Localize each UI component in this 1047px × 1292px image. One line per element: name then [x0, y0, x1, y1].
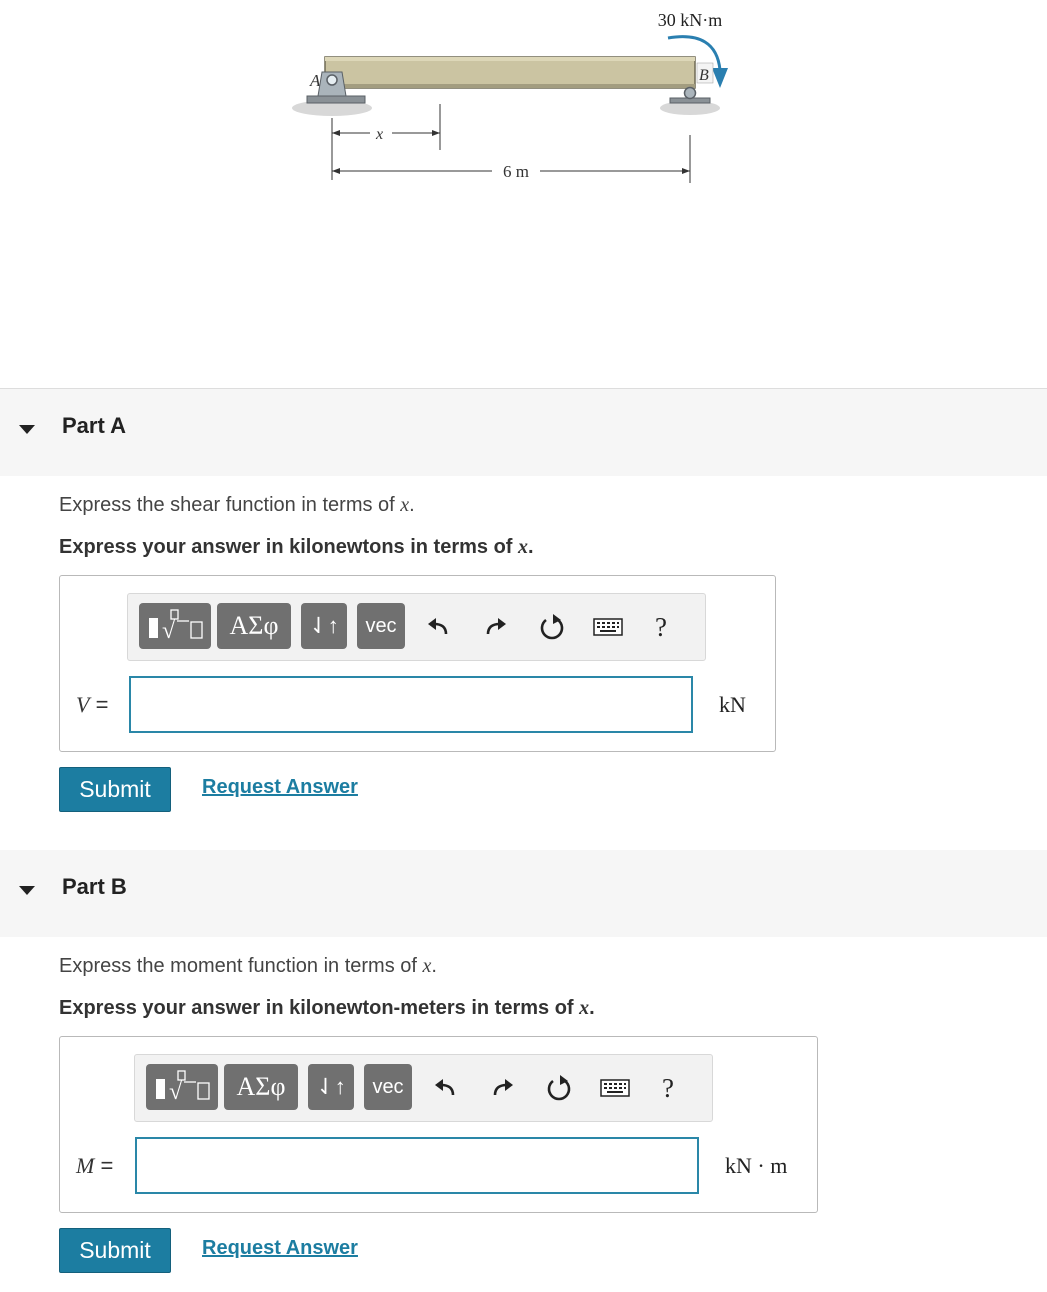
- caret-down-icon[interactable]: [19, 886, 35, 895]
- part-b-title: Part B: [62, 874, 127, 899]
- subscript-icon[interactable]: ⇃↑: [301, 603, 347, 649]
- svg-text:√: √: [162, 618, 176, 644]
- part-a-submit-button[interactable]: Submit: [59, 767, 171, 812]
- subscript-icon[interactable]: ⇃↑: [308, 1064, 354, 1110]
- part-b-answer-input[interactable]: [135, 1137, 699, 1194]
- part-a-instruction: Express your answer in kilonewtons in terms of x.: [59, 536, 534, 558]
- templates-icon[interactable]: [146, 1064, 218, 1110]
- greek-icon[interactable]: ΑΣφ: [217, 603, 291, 649]
- beam-figure: [0, 0, 1047, 388]
- part-a-answer-box: [59, 575, 776, 752]
- part-b-eq-var: M: [76, 1153, 95, 1178]
- templates-icon[interactable]: [139, 603, 211, 649]
- svg-text:√: √: [169, 1079, 183, 1105]
- vec-icon[interactable]: vec: [357, 603, 405, 649]
- part-b-header[interactable]: [0, 850, 1047, 937]
- help-icon[interactable]: ?: [655, 611, 667, 642]
- roller-support-b: [660, 88, 720, 116]
- redo-icon[interactable]: [480, 612, 512, 642]
- part-a-math-toolbar: [127, 593, 706, 661]
- part-b-prompt-text: Express the moment function in terms of: [59, 955, 417, 977]
- span-label: 6 m: [503, 162, 529, 181]
- greek-icon[interactable]: ΑΣφ: [224, 1064, 298, 1110]
- part-b-instruction-text: Express your answer in kilonewton-meters in terms of: [59, 997, 574, 1019]
- label-a: A: [310, 71, 321, 90]
- part-b-request-answer-link[interactable]: Request Answer: [202, 1237, 358, 1259]
- part-b-unit: kN · m: [725, 1153, 788, 1178]
- part-b-eq-label: [76, 1153, 113, 1179]
- part-a-title: Part A: [62, 413, 126, 438]
- part-a-answer-input[interactable]: [129, 676, 693, 733]
- part-b-instruction-var: x: [579, 997, 590, 1019]
- redo-icon[interactable]: [487, 1073, 519, 1103]
- part-a-prompt-var: x: [400, 494, 410, 516]
- part-a-prompt: Express the shear function in terms of x.: [59, 494, 415, 516]
- reset-icon[interactable]: [543, 1073, 575, 1103]
- caret-down-icon[interactable]: [19, 425, 35, 434]
- undo-icon[interactable]: [422, 612, 454, 642]
- label-x: x: [376, 126, 384, 143]
- part-a-eq-label: [76, 692, 108, 718]
- undo-icon[interactable]: [429, 1073, 461, 1103]
- part-b-eq-sign: =: [100, 1153, 114, 1178]
- label-b: B: [699, 67, 709, 84]
- help-icon[interactable]: ?: [662, 1072, 674, 1103]
- part-b-answer-box: [59, 1036, 818, 1213]
- part-b-prompt-var: x: [422, 955, 432, 977]
- part-b-instruction: Express your answer in kilonewton-meters in terms of x.: [59, 997, 595, 1019]
- keyboard-icon[interactable]: [598, 1073, 632, 1103]
- part-b-math-toolbar: [134, 1054, 713, 1122]
- part-a-unit: kN: [719, 692, 746, 717]
- beam: [325, 57, 695, 88]
- part-b-submit-button[interactable]: Submit: [59, 1228, 171, 1273]
- reset-icon[interactable]: [536, 612, 568, 642]
- moment-label: 30 kN·m: [657, 10, 723, 30]
- part-a-request-answer-link[interactable]: Request Answer: [202, 776, 358, 798]
- part-a-instruction-var: x: [518, 536, 529, 558]
- part-a-eq-sign: =: [95, 692, 109, 717]
- part-a-instruction-text: Express your answer in kilonewtons in terms of: [59, 536, 513, 558]
- part-a-header[interactable]: [0, 389, 1047, 476]
- part-a-prompt-text: Express the shear function in terms of: [59, 494, 395, 516]
- vec-icon[interactable]: vec: [364, 1064, 412, 1110]
- part-a-eq-var: V: [76, 692, 90, 717]
- keyboard-icon[interactable]: [591, 612, 625, 642]
- part-b-prompt: Express the moment function in terms of x.: [59, 955, 437, 977]
